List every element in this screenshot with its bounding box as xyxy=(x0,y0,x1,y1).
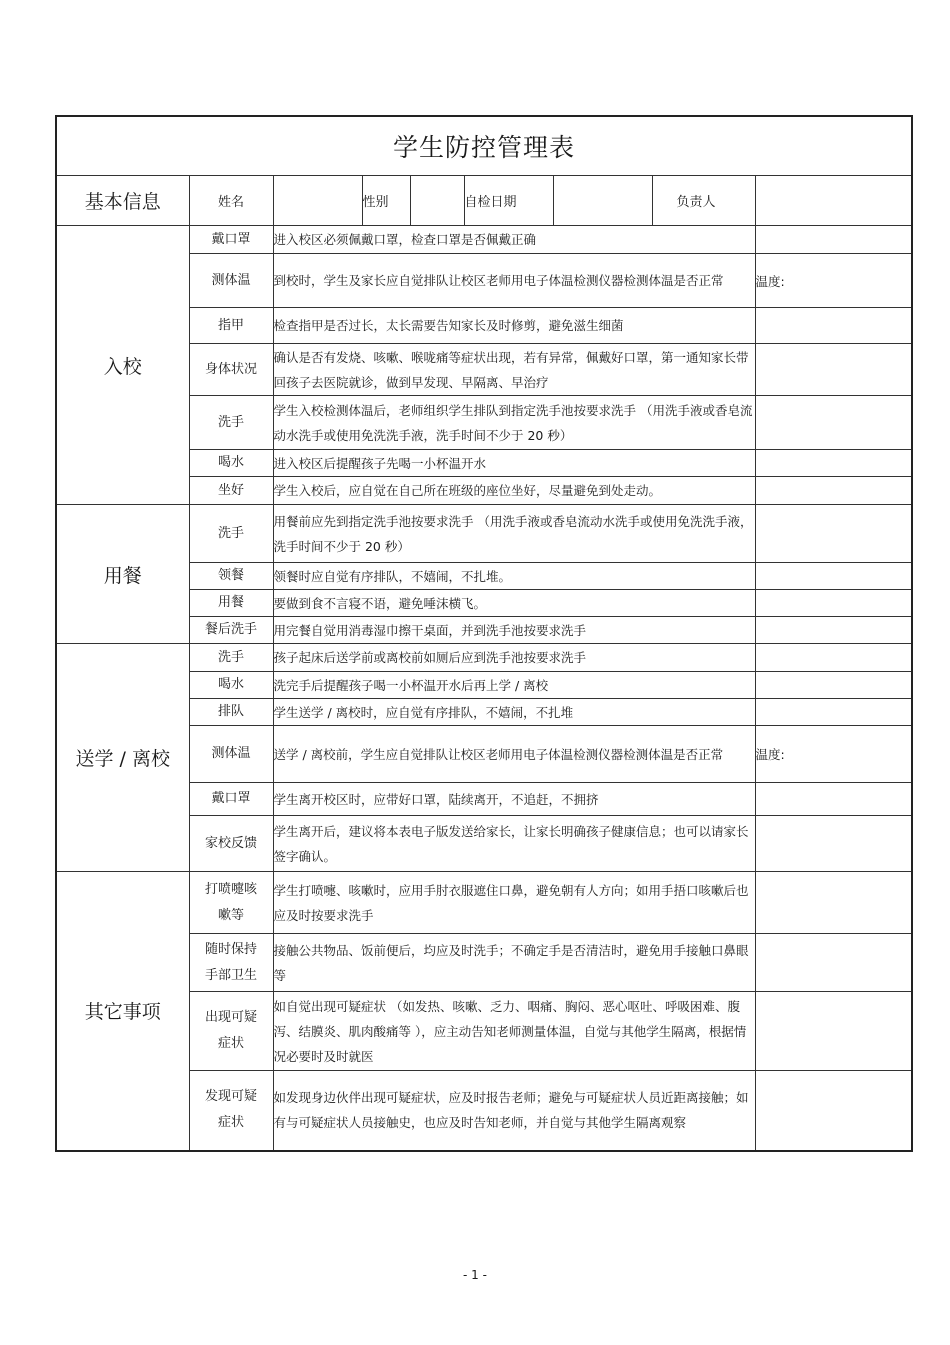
note-cell[interactable] xyxy=(755,816,912,872)
note-cell[interactable] xyxy=(755,344,912,396)
desc-cell: 如发现身边伙伴出现可疑症状，应及时报告老师；避免与可疑症状人员近距离接触；如有与可疑症状人员接触史，也应及时告知老师，并自觉与其他学生隔离观察 xyxy=(273,1071,755,1151)
section-basic-info: 基本信息 xyxy=(56,176,189,226)
note-cell[interactable]: 温度: xyxy=(755,254,912,308)
item-cell: 发现可疑症状 xyxy=(189,1071,273,1151)
note-cell[interactable]: 温度: xyxy=(755,726,912,783)
name-field[interactable] xyxy=(273,176,362,226)
name-label: 姓名 xyxy=(189,176,273,226)
section-dropoff-leave: 送学 / 离校 xyxy=(56,644,189,872)
note-cell[interactable] xyxy=(755,699,912,726)
item-cell: 喝水 xyxy=(189,672,273,699)
item-cell: 用餐 xyxy=(189,590,273,617)
page-title: 学生防控管理表 xyxy=(56,116,912,176)
note-cell[interactable] xyxy=(755,783,912,816)
note-cell[interactable] xyxy=(755,563,912,590)
note-cell[interactable] xyxy=(755,226,912,254)
desc-cell: 接触公共物品、饭前便后，均应及时洗手；不确定手是否清洁时，避免用手接触口鼻眼等 xyxy=(273,934,755,992)
desc-cell: 洗完手后提醒孩子喝一小杯温开水后再上学 / 离校 xyxy=(273,672,755,699)
item-cell: 领餐 xyxy=(189,563,273,590)
item-cell: 身体状况 xyxy=(189,344,273,396)
note-cell[interactable] xyxy=(755,505,912,563)
page-number: - 1 - xyxy=(463,1268,487,1282)
gender-label: 性别 xyxy=(362,176,410,226)
desc-cell: 进入校区必须佩戴口罩，检查口罩是否佩戴正确 xyxy=(273,226,755,254)
item-cell: 坐好 xyxy=(189,477,273,505)
item-cell: 测体温 xyxy=(189,726,273,783)
note-cell[interactable] xyxy=(755,590,912,617)
item-cell: 家校反馈 xyxy=(189,816,273,872)
desc-cell: 学生送学 / 离校时，应自觉有序排队，不嬉闹，不扎堆 xyxy=(273,699,755,726)
item-cell: 戴口罩 xyxy=(189,783,273,816)
note-cell[interactable] xyxy=(755,450,912,477)
person-label: 负责人 xyxy=(652,176,755,226)
desc-cell: 检查指甲是否过长，太长需要告知家长及时修剪，避免滋生细菌 xyxy=(273,308,755,344)
note-cell[interactable] xyxy=(755,308,912,344)
item-cell: 洗手 xyxy=(189,644,273,672)
desc-cell: 领餐时应自觉有序排队，不嬉闹，不扎堆。 xyxy=(273,563,755,590)
gender-field[interactable] xyxy=(410,176,464,226)
item-cell: 打喷嚏咳嗽等 xyxy=(189,872,273,934)
person-field[interactable] xyxy=(755,176,912,226)
section-entry: 入校 xyxy=(56,226,189,505)
desc-cell: 进入校区后提醒孩子先喝一小杯温开水 xyxy=(273,450,755,477)
section-meal: 用餐 xyxy=(56,505,189,644)
control-table xyxy=(55,115,913,1152)
desc-cell: 用完餐自觉用消毒湿巾擦干桌面，并到洗手池按要求洗手 xyxy=(273,617,755,644)
desc-cell: 学生入校检测体温后，老师组织学生排队到指定洗手池按要求洗手 （用洗手液或香皂流动水洗手或使用免洗洗手液，洗手时间不少于 20 秒） xyxy=(273,396,755,450)
note-cell[interactable] xyxy=(755,396,912,450)
note-cell[interactable] xyxy=(755,617,912,644)
note-cell[interactable] xyxy=(755,934,912,992)
item-cell: 出现可疑症状 xyxy=(189,992,273,1071)
desc-cell: 学生离开后，建议将本表电子版发送给家长，让家长明确孩子健康信息；也可以请家长签字确认。 xyxy=(273,816,755,872)
desc-cell: 如自觉出现可疑症状 （如发热、咳嗽、乏力、咽痛、胸闷、恶心呕吐、呼吸困难、腹泻、结膜炎、肌肉酸痛等 ），应主动告知老师测量体温，自觉与其他学生隔离，根据情况必要时及时就医 xyxy=(273,992,755,1071)
date-label: 自检日期 xyxy=(464,176,553,226)
note-cell[interactable] xyxy=(755,1071,912,1151)
section-other-matters: 其它事项 xyxy=(56,872,189,1151)
item-cell: 洗手 xyxy=(189,505,273,563)
desc-cell: 送学 / 离校前，学生应自觉排队让校区老师用电子体温检测仪器检测体温是否正常 xyxy=(273,726,755,783)
item-cell: 洗手 xyxy=(189,396,273,450)
desc-cell: 学生打喷嚏、咳嗽时，应用手肘衣服遮住口鼻，避免朝有人方向；如用手捂口咳嗽后也应及时按要求洗手 xyxy=(273,872,755,934)
desc-cell: 孩子起床后送学前或离校前如厕后应到洗手池按要求洗手 xyxy=(273,644,755,672)
item-cell: 随时保持手部卫生 xyxy=(189,934,273,992)
note-cell[interactable] xyxy=(755,477,912,505)
date-field[interactable] xyxy=(553,176,652,226)
desc-cell: 到校时，学生及家长应自觉排队让校区老师用电子体温检测仪器检测体温是否正常 xyxy=(273,254,755,308)
note-cell[interactable] xyxy=(755,644,912,672)
desc-cell: 学生入校后，应自觉在自己所在班级的座位坐好，尽量避免到处走动。 xyxy=(273,477,755,505)
desc-cell: 用餐前应先到指定洗手池按要求洗手 （用洗手液或香皂流动水洗手或使用免洗洗手液，洗手时间不少于 20 秒） xyxy=(273,505,755,563)
desc-cell: 学生离开校区时，应带好口罩，陆续离开，不追赶，不拥挤 xyxy=(273,783,755,816)
note-cell[interactable] xyxy=(755,992,912,1071)
item-cell: 餐后洗手 xyxy=(189,617,273,644)
desc-cell: 要做到食不言寝不语，避免唾沫横飞。 xyxy=(273,590,755,617)
note-cell[interactable] xyxy=(755,872,912,934)
item-cell: 排队 xyxy=(189,699,273,726)
desc-cell: 确认是否有发烧、咳嗽、喉咙痛等症状出现，若有异常，佩戴好口罩，第一通知家长带回孩子去医院就诊，做到早发现、早隔离、早治疗 xyxy=(273,344,755,396)
item-cell: 测体温 xyxy=(189,254,273,308)
item-cell: 指甲 xyxy=(189,308,273,344)
note-cell[interactable] xyxy=(755,672,912,699)
item-cell: 喝水 xyxy=(189,450,273,477)
item-cell: 戴口罩 xyxy=(189,226,273,254)
